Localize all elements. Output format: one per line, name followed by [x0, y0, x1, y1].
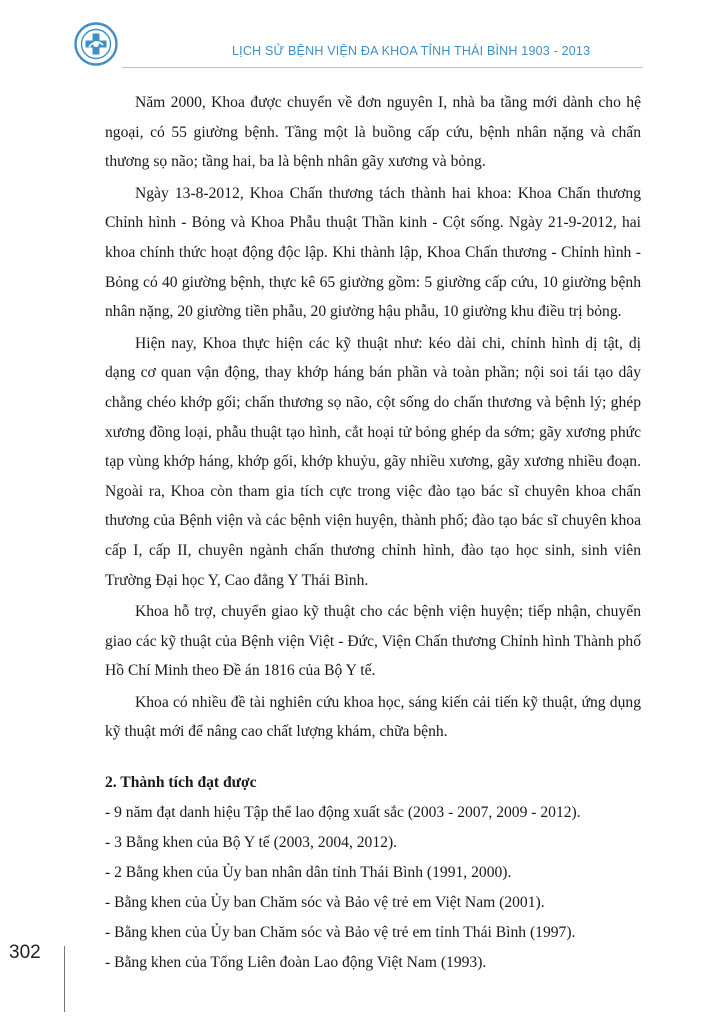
header-divider [122, 67, 643, 68]
list-item: - 9 năm đạt danh hiệu Tập thể lao động xuất sắc (2003 - 2007, 2009 - 2012). [105, 804, 581, 822]
hospital-cross-logo-icon [74, 22, 118, 66]
section-heading: 2. Thành tích đạt được [105, 774, 257, 792]
paragraph-4: Khoa hỗ trợ, chuyển giao kỹ thuật cho các bệnh viện huyện; tiếp nhận, chuyển giao các kỹ thuật của Bệnh viện Việt - Đức, Viện Chấn thương Chỉnh hình Thành phố Hồ Chí Minh theo Đề án 1816 của Bộ Y tế. [105, 603, 641, 680]
page-number-divider [64, 946, 65, 1012]
page-number: 302 [9, 942, 41, 963]
paragraph-3: Hiện nay, Khoa thực hiện các kỹ thuật như: kéo dài chi, chỉnh hình dị tật, dị dạng cơ quan vận động, thay khớp háng bán phần và toàn phần; nội soi tái tạo dây chằng chéo khớp gối; chấn thương sọ não, cột sống do chấn thương và bệnh lý; ghép xương đồng loại, phẫu thuật tạo hình, cắt hoại tử bỏng ghép da sớm; gãy xương phức tạp vùng khớp háng, khớp gối, khớp khuỷu, gãy nhiều xương, gãy xương nhiều đoạn. Ngoài ra, Khoa còn tham gia tích cực trong việc đào tạo bác sĩ chuyên khoa chấn thương của Bệnh viện và các bệnh viện huyện, thành phố; đào tạo bác sĩ chuyên khoa cấp I, cấp II, chuyên ngành chấn thương chỉnh hình, đào tạo học sinh, sinh viên Trường Đại học Y, Cao đẳng Y Thái Bình. [105, 334, 641, 589]
list-item: - Bằng khen của Ủy ban Chăm sóc và Bảo vệ trẻ em Việt Nam (2001). [105, 894, 545, 912]
running-header-title: LỊCH SỬ BỆNH VIỆN ĐA KHOA TỈNH THÁI BÌNH 1903 - 2013 [232, 44, 591, 58]
list-item: - Bằng khen của Ủy ban Chăm sóc và Bảo vệ trẻ em tỉnh Thái Bình (1997). [105, 924, 576, 942]
paragraph-2: Ngày 13-8-2012, Khoa Chấn thương tách thành hai khoa: Khoa Chấn thương Chỉnh hình - Bỏng và Khoa Phẫu thuật Thần kinh - Cột sống. Ngày 21-9-2012, hai khoa chính thức hoạt động độc lập. Khi thành lập, Khoa Chấn thương - Chỉnh hình - Bỏng có 40 giường bệnh, thực kê 65 giường gồm: 5 giường cấp cứu, 10 giường bệnh nhân nặng, 20 giường tiền phẫu, 20 giường hậu phẫu, 10 giường khu điều trị bỏng. [105, 184, 641, 321]
list-item: - Bằng khen của Tổng Liên đoàn Lao động Việt Nam (1993). [105, 954, 487, 972]
paragraph-1: Năm 2000, Khoa được chuyển về đơn nguyên I, nhà ba tầng mới dành cho hệ ngoại, có 55 giường bệnh. Tầng một là buồng cấp cứu, bệnh nhân nặng và chấn thương sọ não; tầng hai, ba là bệnh nhân gãy xương và bỏng. [105, 94, 641, 171]
list-item: - 3 Bằng khen của Bộ Y tế (2003, 2004, 2012). [105, 834, 398, 852]
list-item: - 2 Bằng khen của Ủy ban nhân dân tỉnh Thái Bình (1991, 2000). [105, 864, 512, 882]
achievements-list [105, 798, 641, 978]
paragraph-5: Khoa có nhiều đề tài nghiên cứu khoa học, sáng kiến cải tiến kỹ thuật, ứng dụng kỹ thuật mới để nâng cao chất lượng khám, chữa bệnh. [105, 693, 641, 741]
body-text [105, 88, 641, 978]
